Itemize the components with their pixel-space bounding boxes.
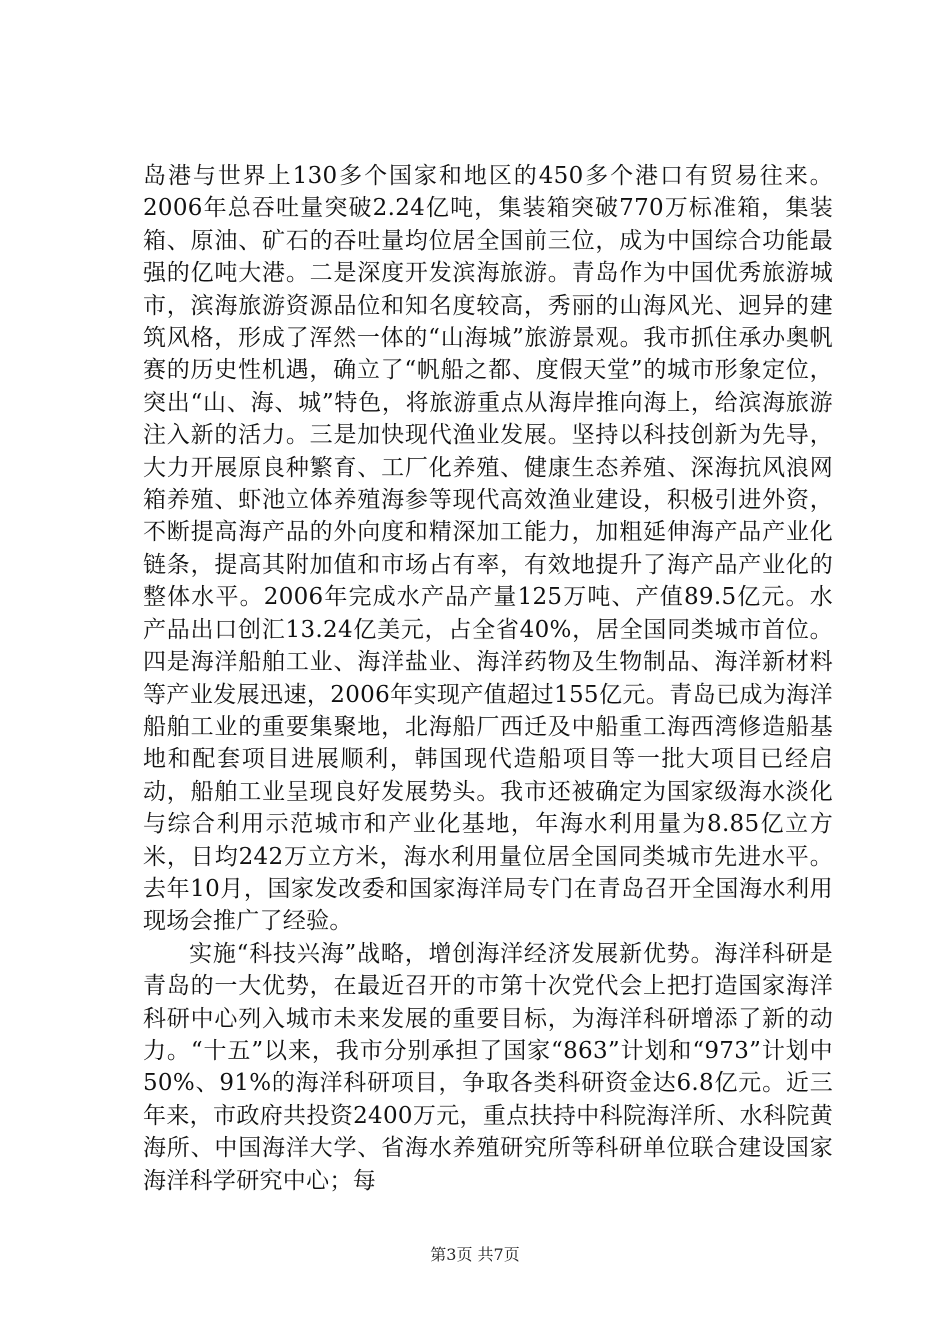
paragraph-tech-strategy: 实施“科技兴海”战略，增创海洋经济发展新优势。海洋科研是青岛的一大优势，在最近召开的市第十次党代会上把打造国家海洋科研中心列入城市未来发展的重要目标，为海洋科研增添了新的动力。“十五”以来，我市分别承担了国家“863”计划和“973”计划中50%、91%的海洋科研项目，争取各类科研资金达6.8亿元。近三年来，市政府共投资2400万元，重点扶持中科院海洋所、水科院黄海所、中国海洋大学、省海水养殖研究所等科研单位联合建设国家海洋科学研究中心；每 [143,940,833,1194]
document-body [143,160,833,1197]
paragraph-continued: 岛港与世界上130多个国家和地区的450多个港口有贸易往来。2006年总吞吐量突破2.24亿吨，集装箱突破770万标准箱，集装箱、原油、矿石的吞吐量均位居全国前三位，成为中国综合功能最强的亿吨大港。二是深度开发滨海旅游。青岛作为中国优秀旅游城市，滨海旅游资源品位和知名度较高，秀丽的山海风光、迥异的建筑风格，形成了浑然一体的“山海城”旅游景观。我市抓住承办奥帆赛的历史性机遇，确立了“帆船之都、度假天堂”的城市形象定位，突出“山、海、城”特色，将旅游重点从海岸推向海上，给滨海旅游注入新的活力。三是加快现代渔业发展。坚持以科技创新为先导，大力开展原良种繁育、工厂化养殖、健康生态养殖、深海抗风浪网箱养殖、虾池立体养殖海参等现代高效渔业建设，积极引进外资，不断提高海产品的外向度和精深加工能力，加粗延伸海产品产业化链条，提高其附加值和市场占有率，有效地提升了海产品产业化的整体水平。2006年完成水产品产量125万吨、产值89.5亿元。水产品出口创汇13.24亿美元，占全省40%，居全国同类城市首位。四是海洋船舶工业、海洋盐业、海洋药物及生物制品、海洋新材料等产业发展迅速，2006年实现产值超过155亿元。青岛已成为海洋船舶工业的重要集聚地，北海船厂西迁及中船重工海西湾修造船基地和配套项目进展顺利，韩国现代造船项目等一批大项目已经启动，船舶工业呈现良好发展势头。我市还被确定为国家级海水淡化与综合利用示范城市和产业化基地，年海水利用量为8.85亿立方米，日均242万立方米，海水利用量位居全国同类城市先进水平。去年10月，国家发改委和国家海洋局专门在青岛召开全国海水利用现场会推广了经验。 [143,163,833,935]
page-number-footer: 第3页 共7页 [430,1245,520,1264]
